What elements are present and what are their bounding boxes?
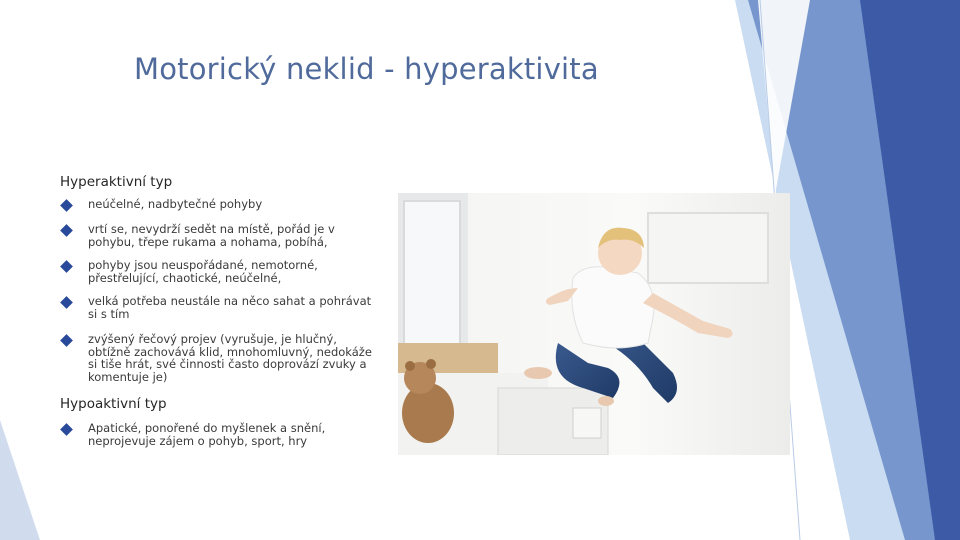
photo-drawer — [573, 408, 601, 438]
photo-wall-frame — [648, 213, 768, 283]
deco-bottom-left-shape — [0, 420, 40, 540]
photo-boy-jumping — [398, 193, 790, 455]
list-item-text: velká potřeba neustále na něco sahat a pohrávat si s tím — [88, 294, 372, 321]
photo-boy-foot — [524, 367, 552, 379]
photo-teddy-ear — [426, 359, 436, 369]
list-item — [60, 333, 380, 383]
list-item-text: Apatické, ponořené do myšlenek a snění, neprojevuje zájem o pohyb, sport, hry — [88, 421, 326, 448]
diamond-bullet-icon — [60, 334, 73, 347]
section-heading-hyperactive: Hyperaktivní typ — [60, 174, 173, 190]
list-item — [60, 422, 380, 447]
diamond-bullet-icon — [60, 224, 73, 237]
list-item-text: zvýšený řečový projev (vyrušuje, je hlučný, obtížně zachovává klid, mnohomluvný, nedokáže si tiše hrát, své činnosti často doprovází zvuky a komentuje je) — [88, 332, 372, 384]
list-item-text: vrtí se, nevydrží sedět na místě, pořád je v pohybu, třepe rukama a nohama, pobíhá, — [88, 222, 335, 249]
photo-window-pane — [404, 201, 460, 361]
list-item — [60, 198, 380, 211]
list-item — [60, 223, 380, 248]
list-item-text: neúčelné, nadbytečné pohyby — [88, 197, 263, 211]
section-heading-hypoactive: Hypoaktivní typ — [60, 396, 167, 412]
list-item-text: pohyby jsou neuspořádané, nemotorné, přestřelující, chaotické, neúčelné, — [88, 258, 318, 285]
list-item — [60, 295, 380, 320]
photo-illustration — [398, 193, 790, 455]
photo-boy-shirt — [572, 267, 654, 348]
diamond-bullet-icon — [60, 423, 73, 436]
photo-teddy-body — [402, 383, 454, 443]
photo-teddy-ear — [405, 361, 415, 371]
list-item — [60, 259, 380, 284]
slide-title: Motorický neklid - hyperaktivita — [134, 52, 599, 86]
photo-boy-foot — [598, 396, 614, 406]
diamond-bullet-icon — [60, 260, 73, 273]
diamond-bullet-icon — [60, 296, 73, 309]
diamond-bullet-icon — [60, 199, 73, 212]
